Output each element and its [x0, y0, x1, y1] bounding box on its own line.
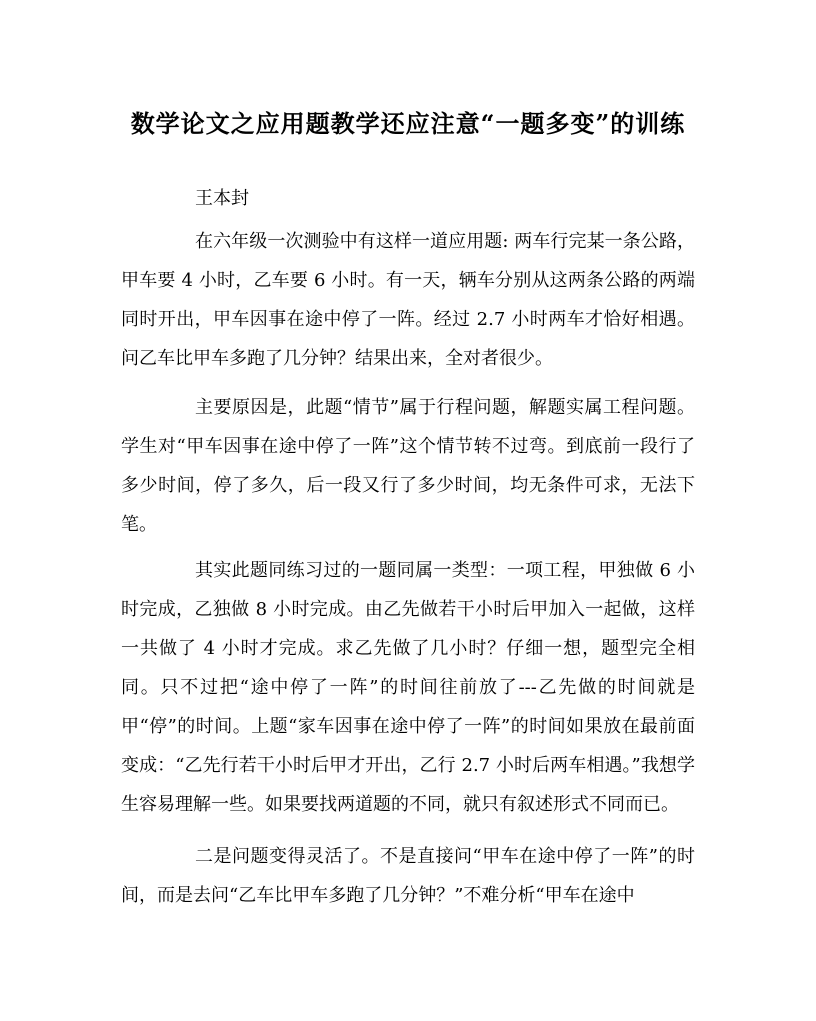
- paragraph-4: 二是问题变得灵活了。不是直接问“甲车在途中停了一阵”的时间，而是去问“乙车比甲车多跑了几分钟？”不难分析“甲车在途中: [121, 846, 695, 906]
- paragraph-2: 主要原因是，此题“情节”属于行程问题，解题实属工程问题。学生对“甲车因事在途中停了一阵”这个情节转不过弯。到底前一段行了多少时间，停了多久，后一段又行了多少时间，均无条件可求，无法下笔。: [121, 397, 695, 535]
- paragraph-1: 在六年级一次测验中有这样一道应用题: 两车行完某一条公路，甲车要 4 小时，乙车要 6 小时。有一天，辆车分别从这两条公路的两端同时开出，甲车因事在途中停了一阵。经过 2.7 小时两车才恰好相遇。问乙车比甲车多跑了几分钟？结果出来，全对者很少。: [121, 231, 695, 369]
- document-title: 数学论文之应用题教学还应注意“一题多变”的训练: [130, 109, 686, 138]
- author-name: 王本封: [195, 188, 249, 209]
- paragraph-3: 其实此题同练习过的一题同属一类型：一项工程，甲独做 6 小时完成，乙独做 8 小时完成。由乙先做若干小时后甲加入一起做，这样一共做了 4 小时才完成。求乙先做了几小时？仔细一想，题型完全相同。只不过把“途中停了一阵”的时间往前放了---乙先做的时间就是甲“停”的时间。上题“家车因事在途中停了一阵”的时间如果放在最前面变成：“乙先行若干小时后甲才开出，乙行 2.7 小时后两车相遇。”我想学生容易理解一些。如果要找两道题的不同，就只有叙述形式不同而已。: [121, 560, 695, 815]
